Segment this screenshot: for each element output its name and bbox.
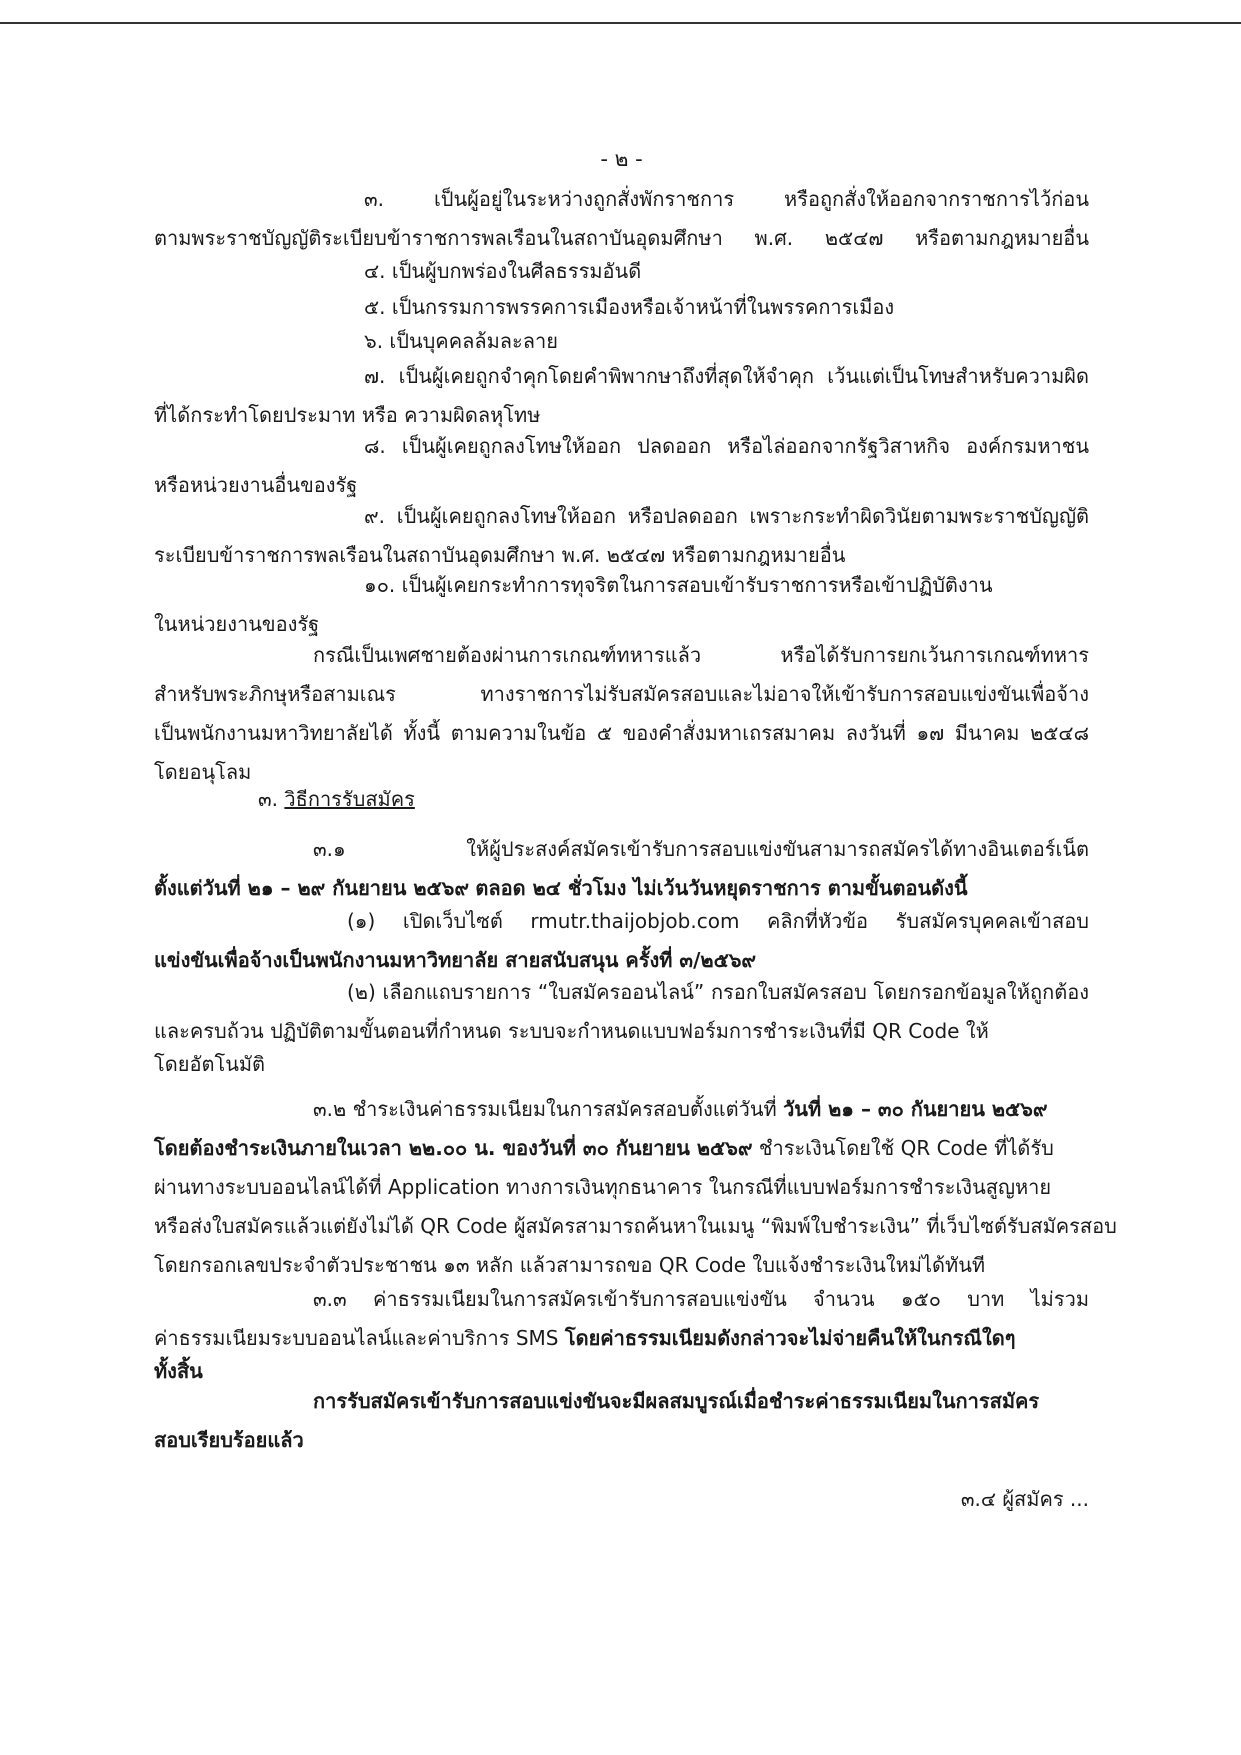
- item-7-line-2: ที่ได้กระทำโดยประมาท หรือ ความผิดลหุโทษ: [154, 403, 541, 427]
- item-8-line-1: ๘. เป็นผู้เคยถูกลงโทษให้ออก ปลดออก หรือไล่ออกจากรัฐวิสาหกิจ องค์กรมหาชน: [364, 434, 1089, 458]
- step2-line-2: และครบถ้วน ปฏิบัติตามขั้นตอนที่กำหนด ระบบจะกำหนดแบบฟอร์มการชำระเงินที่มี QR Code ให้: [154, 1019, 989, 1043]
- item-3-line-2: ตามพระราชบัญญัติระเบียบข้าราชการพลเรือนในสถาบันอุดมศึกษา พ.ศ. ๒๕๔๗ หรือตามกฎหมายอื่น: [154, 226, 1089, 250]
- s32-line-3: ผ่านทางระบบออนไลน์ได้ที่ Application ทางการเงินทุกธนาคาร ในกรณีที่แบบฟอร์มการชำระเงินสูญหาย: [154, 1175, 1052, 1199]
- s32-line-1a: ๓.๒ ชำระเงินค่าธรรมเนียมในการสมัครสอบตั้งแต่วันที่: [313, 1097, 777, 1121]
- step-1: [154, 902, 1089, 980]
- s33-line-3: ทั้งสิ้น: [154, 1359, 203, 1383]
- item-10-line-1: ๑๐. เป็นผู้เคยกระทำการทุจริตในการสอบเข้ารับราชการหรือเข้าปฏิบัติงาน: [364, 573, 993, 597]
- continuation-note: ๓.๔ ผู้สมัคร ...: [960, 1487, 1089, 1511]
- list-item: [154, 357, 1089, 435]
- military-line-4: โดยอนุโลม: [154, 760, 252, 784]
- s31-line-2-rest: ตลอด ๒๔ ชั่วโมง ไม่เว้นวันหยุดราชการ ตามขั้นตอนดังนี้: [475, 876, 968, 900]
- list-item: [154, 566, 1089, 644]
- s33-line-2a: ค่าธรรมเนียมระบบออนไลน์และค่าบริการ SMS: [154, 1326, 559, 1350]
- section-3-1: [154, 830, 1089, 908]
- military-line-3: เป็นพนักงานมหาวิทยาลัยได้ ทั้งนี้ ตามความในข้อ ๕ ของคำสั่งมหาเถรสมาคม ลงวันที่ ๑๗ มีนาคม ๒๕๔๘: [154, 721, 1089, 745]
- military-line-2: สำหรับพระภิกษุหรือสามเณร ทางราชการไม่รับสมัครสอบและไม่อาจให้เข้ารับการสอบแข่งขันเพื่อจ้าง: [154, 682, 1089, 706]
- item-9-line-1: ๙. เป็นผู้เคยถูกลงโทษให้ออก หรือปลดออก เพราะกระทำผิดวินัยตามพระราชบัญญัติ: [364, 504, 1089, 528]
- list-item: [154, 427, 1089, 505]
- top-border-line: [0, 22, 1241, 24]
- s32-deadline: โดยต้องชำระเงินภายในเวลา ๒๒.๐๐ น. ของวันที่ ๓๐ กันยายน ๒๕๖๙: [154, 1136, 753, 1160]
- s32-line-4: หรือส่งใบสมัครแล้วแต่ยังไม่ได้ QR Code ผู้สมัครสามารถค้นหาในเมนู “พิมพ์ใบชำระเงิน” ที่เว็บไซต์รับสมัครสอบ: [154, 1214, 1117, 1238]
- item-3-line-1: ๓. เป็นผู้อยู่ในระหว่างถูกสั่งพักราชการ หรือถูกสั่งให้ออกจากราชการไว้ก่อน: [364, 187, 1089, 211]
- s32-line-1b: วันที่ ๒๑ – ๓๐ กันยายน ๒๕๖๙: [783, 1097, 1048, 1121]
- completion-line-2: สอบเรียบร้อยแล้ว: [154, 1428, 304, 1452]
- s33-line-2b: โดยค่าธรรมเนียมดังกล่าวจะไม่จ่ายคืนให้ในกรณีใดๆ: [564, 1326, 1016, 1350]
- page-number: - ๒ -: [600, 147, 643, 171]
- section-heading: [154, 780, 1193, 819]
- completion-line-1: การรับสมัครเข้ารับการสอบแข่งขันจะมีผลสมบูรณ์เมื่อชำระค่าธรรมเนียมในการสมัคร: [313, 1389, 1040, 1413]
- section-title: วิธีการรับสมัคร: [284, 787, 415, 811]
- item-7-line-1: ๗. เป็นผู้เคยถูกจำคุกโดยคำพิพากษาถึงที่สุดให้จำคุก เว้นแต่เป็นโทษสำหรับความผิด: [364, 364, 1089, 388]
- item-9-line-2: ระเบียบข้าราชการพลเรือนในสถาบันอุดมศึกษา พ.ศ. ๒๕๔๗ หรือตามกฎหมายอื่น: [154, 543, 846, 567]
- step2-line-3: โดยอัตโนมัติ: [154, 1052, 266, 1076]
- item-4: ๔. เป็นผู้บกพร่องในศีลธรรมอันดี: [364, 259, 642, 283]
- step1-line-1: (๑) เปิดเว็บไซต์ rmutr.thaijobjob.com คลิกที่หัวข้อ รับสมัครบุคคลเข้าสอบ: [347, 909, 1089, 933]
- s31-line-1: ๓.๑ ให้ผู้ประสงค์สมัครเข้ารับการสอบแข่งขันสามารถสมัครได้ทางอินเตอร์เน็ต: [313, 837, 1089, 861]
- list-item: [154, 497, 1089, 575]
- s33-line-1: ๓.๓ ค่าธรรมเนียมในการสมัครเข้ารับการสอบแข่งขัน จำนวน ๑๕๐ บาท ไม่รวม: [313, 1287, 1090, 1311]
- section-3-2: [154, 1090, 1117, 1285]
- item-5: ๕. เป็นกรรมการพรรคการเมืองหรือเจ้าหน้าที่ในพรรคการเมือง: [364, 295, 895, 319]
- completion-paragraph: [154, 1382, 1089, 1460]
- step2-line-1: (๒) เลือกแถบรายการ “ใบสมัครออนไลน์” กรอกใบสมัครสอบ โดยกรอกข้อมูลให้ถูกต้อง: [347, 980, 1089, 1004]
- item-6: ๖. เป็นบุคคลล้มละลาย: [364, 329, 558, 353]
- step-2: [154, 973, 1089, 1084]
- section-number: ๓.: [258, 787, 279, 811]
- s31-date-range: ตั้งแต่วันที่ ๒๑ – ๒๙ กันยายน ๒๕๖๙: [154, 876, 470, 900]
- s32-line-5: โดยกรอกเลขประจำตัวประชาชน ๑๓ หลัก แล้วสามารถขอ QR Code ใบแจ้งชำระเงินใหม่ได้ทันที: [154, 1253, 986, 1277]
- list-item: [154, 180, 1089, 258]
- military-line-1: กรณีเป็นเพศชายต้องผ่านการเกณฑ์ทหารแล้ว หรือได้รับการยกเว้นการเกณฑ์ทหาร: [313, 643, 1089, 667]
- s32-line-2b: ชำระเงินโดยใช้ QR Code ที่ได้รับ: [758, 1136, 1054, 1160]
- item-10-line-2: ในหน่วยงานของรัฐ: [154, 612, 320, 636]
- list-item: [154, 322, 1241, 361]
- list-item: [154, 252, 1241, 291]
- section-3-3: [154, 1280, 1089, 1391]
- step1-line-2: แข่งขันเพื่อจ้างเป็นพนักงานมหาวิทยาลัย สายสนับสนุน ครั้งที่ ๓/๒๕๖๙: [154, 948, 757, 972]
- military-paragraph: [154, 636, 1089, 792]
- item-8-line-2: หรือหน่วยงานอื่นของรัฐ: [154, 473, 358, 497]
